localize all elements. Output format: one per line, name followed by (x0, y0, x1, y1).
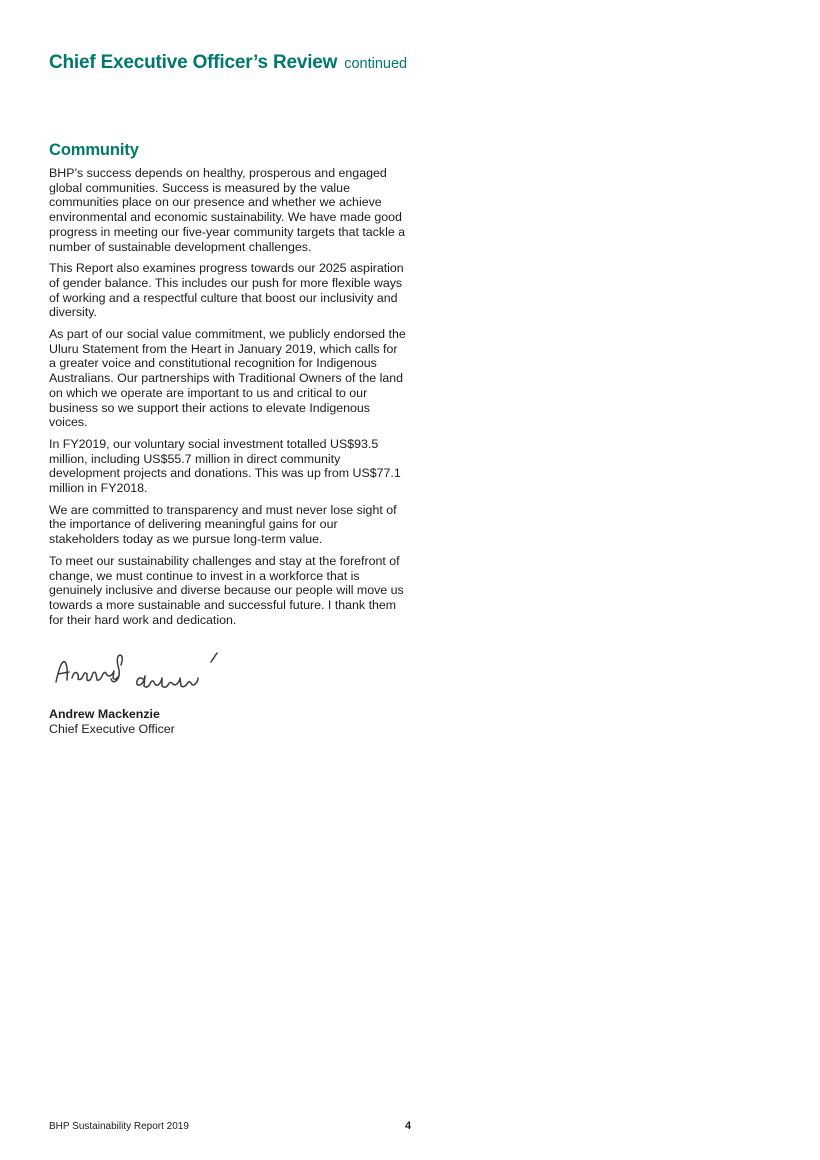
community-paragraph-2: This Report also examines progress towards our 2025 aspiration of gender balance. This includes our push for more flexible ways of working and a respectful culture that boost our inclusivity and diversity. (49, 261, 404, 320)
ceo-name: Andrew Mackenzie (49, 707, 160, 722)
community-paragraph-6: To meet our sustainability challenges and stay at the forefront of change, we must continue to invest in a workforce that is genuinely inclusive and diverse because our people will move us towards a more sustainable and successful future. I thank them for their hard work and dedication. (49, 553, 404, 627)
page-footer (0, 1121, 820, 1137)
ceo-signature-icon (51, 649, 251, 695)
footer-report-title: BHP Sustainability Report 2019 (49, 1121, 189, 1132)
ceo-role: Chief Executive Officer (49, 722, 175, 737)
page-title: Chief Executive Officer’s Review (49, 52, 338, 73)
community-paragraph-5: We are committed to transparency and must never lose sight of the importance of delivering meaningful gains for our stakeholders today as we pursue long-term value. (49, 502, 397, 547)
community-paragraph-4: In FY2019, our voluntary social investment totalled US$93.5 million, including US$55.7 million in direct community development projects and donations. This was up from US$77.1 million in FY2018. (49, 436, 401, 496)
footer-page-number: 4 (405, 1120, 412, 1132)
community-paragraph-1: BHP’s success depends on healthy, prosperous and engaged global communities. Success is measured by the value communities place on our presence and whether we achieve environmental and economic sustainability. We have made good progress in meeting our five-year community targets that tackle a number of sustainable development challenges. (49, 166, 406, 254)
community-paragraph-3: As part of our social value commitment, we publicly endorsed the Uluru Statement from the Heart in January 2019, which calls for a greater voice and constitutional recognition for Indigenous Australians. Our partnerships with Traditional Owners of the land on which we operate are important to us and critical to our business so we support their actions to elevate Indigenous voices. (49, 327, 406, 430)
page-title-continued-label: continued (344, 56, 408, 72)
signature-block (49, 649, 406, 736)
page-header (49, 52, 407, 74)
main-text-column (49, 141, 406, 737)
section-heading-community: Community (49, 141, 139, 159)
